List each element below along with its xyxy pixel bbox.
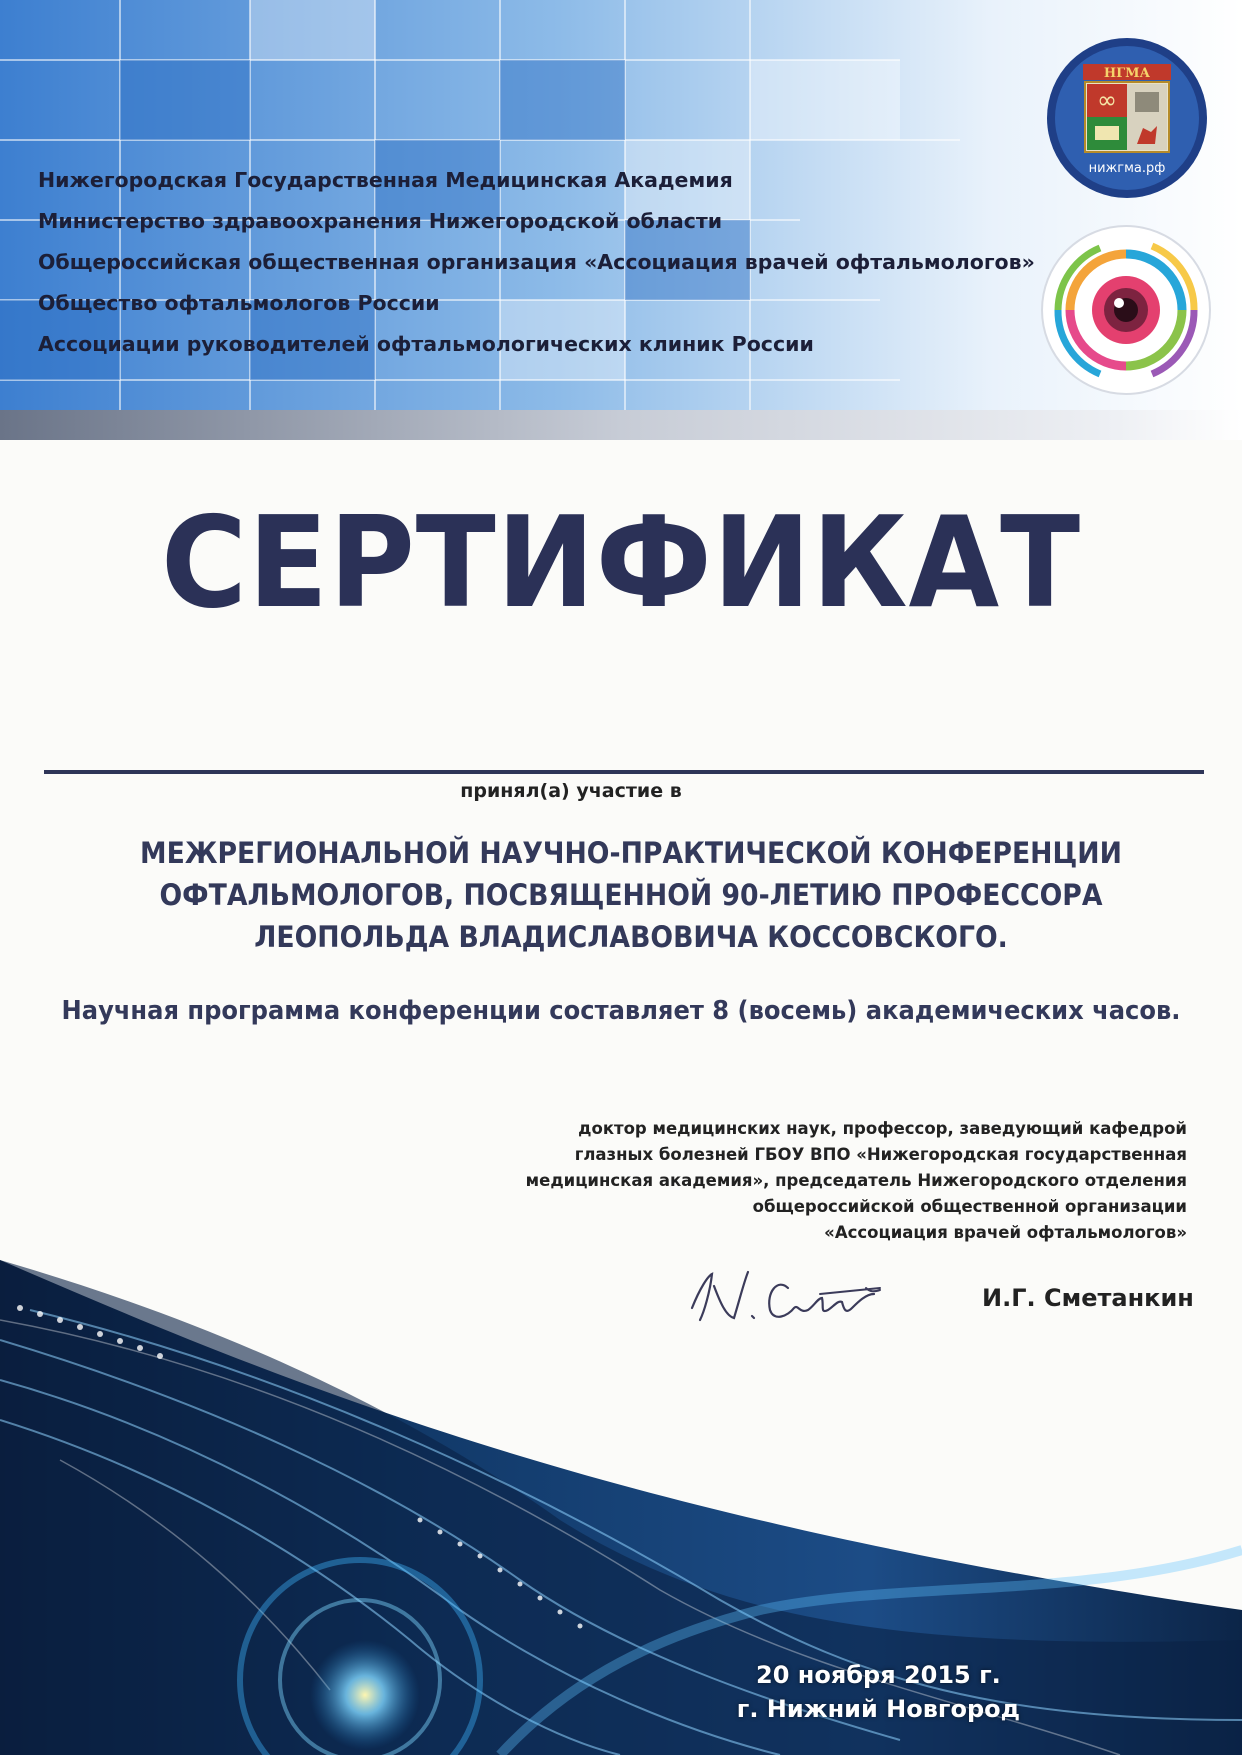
svg-text:∞: ∞ (1097, 86, 1117, 114)
svg-text:нижгма.рф: нижгма.рф (1088, 161, 1166, 176)
signer-credentials-line: «Ассоциация врачей офтальмологов» (824, 1223, 1187, 1242)
footer-background (0, 1220, 1242, 1755)
certificate-title: СЕРТИФИКАТ (161, 489, 1081, 636)
organizer-item: Министерство здравоохранения Нижегородской области (38, 209, 723, 233)
academy-logo (1045, 36, 1209, 200)
conference-line: ЛЕОПОЛЬДА ВЛАДИСЛАВОВИЧА КОССОВСКОГО. (254, 920, 1008, 954)
event-date: 20 ноября 2015 г. (756, 1661, 1001, 1689)
eye-logo (1040, 224, 1212, 396)
signer-credentials-line: доктор медицинских наук, профессор, заведующий кафедрой (578, 1119, 1187, 1138)
program-hours: Научная программа конференции составляет 8 (восемь) академических часов. (61, 996, 1181, 1026)
date-place (737, 1658, 1020, 1726)
svg-text:НГМА: НГМА (1103, 66, 1151, 81)
conference-line: МЕЖРЕГИОНАЛЬНОЙ НАУЧНО-ПРАКТИЧЕСКОЙ КОНФЕРЕНЦИИ (140, 836, 1122, 870)
participated-text: принял(а) участие в (460, 780, 682, 802)
organizer-item: Ассоциации руководителей офтальмологических клиник России (38, 332, 814, 356)
organizers-list (38, 160, 1035, 365)
organizer-item: Общероссийская общественная организация «Ассоциация врачей офтальмологов» (38, 250, 1035, 274)
organizer-item: Общество офтальмологов России (38, 291, 440, 315)
signer-name: И.Г. Сметанкин (982, 1284, 1194, 1312)
organizer-item: Нижегородская Государственная Медицинская Академия (38, 168, 733, 192)
signer-credentials-line: глазных болезней ГБОУ ВПО «Нижегородская государственная (574, 1145, 1187, 1164)
signer-credentials-line: медицинская академия», председатель Нижегородского отделения (525, 1171, 1187, 1190)
event-city: г. Нижний Новгород (736, 1695, 1020, 1723)
conference-line: ОФТАЛЬМОЛОГОВ, ПОСВЯЩЕННОЙ 90-ЛЕТИЮ ПРОФЕССОРА (159, 878, 1103, 912)
title-divider (44, 770, 1204, 774)
conference-name (60, 832, 1203, 958)
signer-credentials-line: общероссийской общественной организации (752, 1197, 1187, 1216)
